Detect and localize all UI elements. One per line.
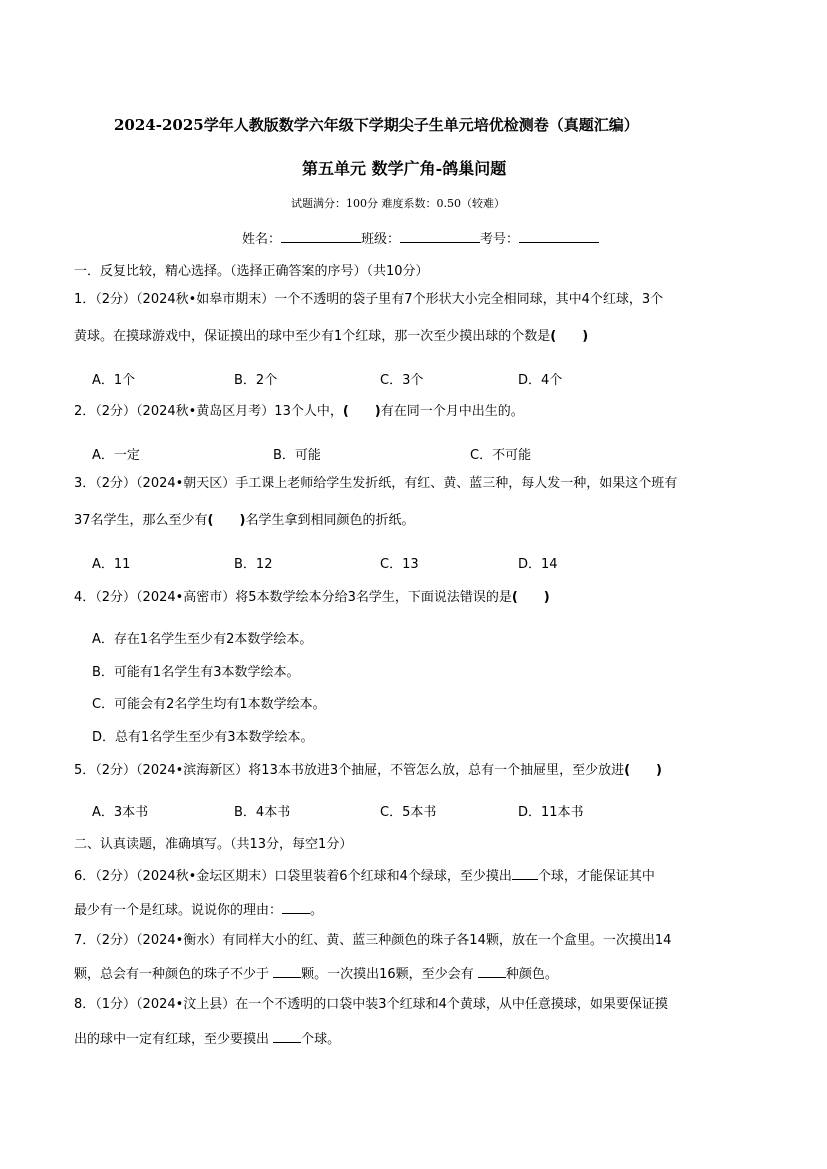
q6-blank-1[interactable] [512,865,538,880]
q6-end: 。 [310,903,324,918]
q2-option-a[interactable]: A．一定 [92,448,140,463]
id-blank[interactable] [519,228,599,243]
q8-text-before: 出的球中一定有红球，至少要摸出 [74,1032,274,1047]
q1-option-b[interactable]: B．2个 [234,373,278,388]
student-info [242,228,599,247]
q8-line1: 8．（1分）（2024•汶上县）在一个不透明的口袋中装3个红球和4个黄球，从中任意摸球，如果要保证摸 [74,997,668,1012]
q7-blank-1[interactable] [273,963,301,978]
q7-text-c: 种颜色。 [505,967,558,982]
q3-answer-paren[interactable]: ( ) [207,513,246,528]
q1-text: 黄球。在摸球游戏中，保证摸出的球中至少有1个红球，那一次至少摸出球的个数是 [74,329,551,344]
section1-heading: 一．反复比较，精心选择。（选择正确答案的序号）（共10分） [74,264,429,279]
exam-title: 2024-2025学年人教版数学六年级下学期尖子生单元培优检测卷（真题汇编） [114,116,639,134]
q3-text-after: 名学生拿到相同颜色的折纸。 [245,513,415,528]
q4-answer-paren[interactable]: ( ) [511,590,550,605]
q6-reason-text: 最少有一个是红球。说说你的理由： [74,903,283,918]
q2-text-after: 有在同一个月中出生的。 [380,404,524,419]
q1-option-d[interactable]: D．4个 [518,373,563,388]
q2-option-c[interactable]: C．不可能 [470,448,532,463]
q6-line2 [74,899,323,921]
q1-option-a[interactable]: A．1个 [92,373,136,388]
q4-option-a[interactable]: A．存在1名学生至少有2本数学绘本。 [92,632,313,647]
q1-line2 [74,327,588,347]
q1-line1: 1．（2分）（2024秋•如皋市期末）一个不透明的袋子里有7个形状大小完全相同球，其中4个红球，3个 [74,292,664,307]
q3-option-c[interactable]: C．13 [380,557,419,572]
q1-answer-paren[interactable]: ( ) [550,329,589,344]
class-label: 班级： [361,232,401,247]
name-blank[interactable] [281,228,361,243]
q4-option-d[interactable]: D．总有1名学生至少有3本数学绘本。 [92,730,314,745]
q3-option-b[interactable]: B．12 [234,557,273,572]
q3-option-d[interactable]: D．14 [518,557,558,572]
q7-text-a: 颗，总会有一种颜色的珠子不少于 [74,967,274,982]
class-blank[interactable] [400,228,480,243]
q3-line1: 3．（2分）（2024•朝天区）手工课上老师给学生发折纸，有红、黄、蓝三种，每人发一种，如果这个班有 [74,476,678,491]
q5-option-a[interactable]: A．3本书 [92,805,149,820]
q5-option-c[interactable]: C．5本书 [380,805,437,820]
q8-line2 [74,1028,340,1050]
q4-text: 4．（2分）（2024•高密市）将5本数学绘本分给3名学生，下面说法错误的是 [74,590,512,605]
q3-text-before: 37名学生，那么至少有 [74,513,208,528]
q7-blank-2[interactable] [478,963,506,978]
id-label: 考号： [480,232,520,247]
q5-answer-paren[interactable]: ( ) [624,763,662,778]
q7-line1: 7．（2分）（2024•衡水）有同样大小的红、黄、蓝三种颜色的珠子各14颗，放在一个盒里。一次摸出14 [74,933,672,948]
q5-stem [74,761,662,781]
q4-option-c[interactable]: C．可能会有2名学生均有1本数学绘本。 [92,697,326,712]
q7-line2 [74,963,558,985]
q5-option-d[interactable]: D．11本书 [518,805,584,820]
q5-option-b[interactable]: B．4本书 [234,805,291,820]
q3-line2 [74,511,414,531]
section2-heading: 二、认真读题，准确填写。（共13分，每空1分） [74,837,353,852]
q4-stem [74,588,550,608]
q1-option-c[interactable]: C．3个 [380,373,424,388]
q5-text: 5．（2分）（2024•滨海新区）将13本书放进3个抽屉，不管怎么放，总有一个抽屉里，至少放进 [74,763,625,778]
q3-option-a[interactable]: A．11 [92,557,131,572]
q2-answer-paren[interactable]: ( ) [342,404,381,419]
q7-text-b: 颗。一次摸出16颗，至少会有 [301,967,478,982]
q8-blank[interactable] [273,1028,301,1043]
q6-text-before: 6．（2分）（2024秋•金坛区期末）口袋里装着6个红球和4个绿球，至少摸出 [74,869,512,884]
q4-option-b[interactable]: B．可能有1名学生有3本数学绘本。 [92,665,300,680]
q2-option-b[interactable]: B．可能 [273,448,321,463]
q2-text-before: 2．（2分）（2024秋•黄岛区月考）13个人中， [74,404,343,419]
unit-subtitle: 第五单元 数学广角-鸽巢问题 [302,159,507,178]
q6-text-after: 个球，才能保证其中 [537,869,655,884]
q6-blank-2[interactable] [282,899,310,914]
name-label: 姓名： [242,232,282,247]
q8-text-after: 个球。 [301,1032,341,1047]
q6-line1 [74,865,655,887]
exam-meta: 试题满分：100分 难度系数：0.50（较难） [291,197,505,210]
q2-stem [74,402,524,422]
